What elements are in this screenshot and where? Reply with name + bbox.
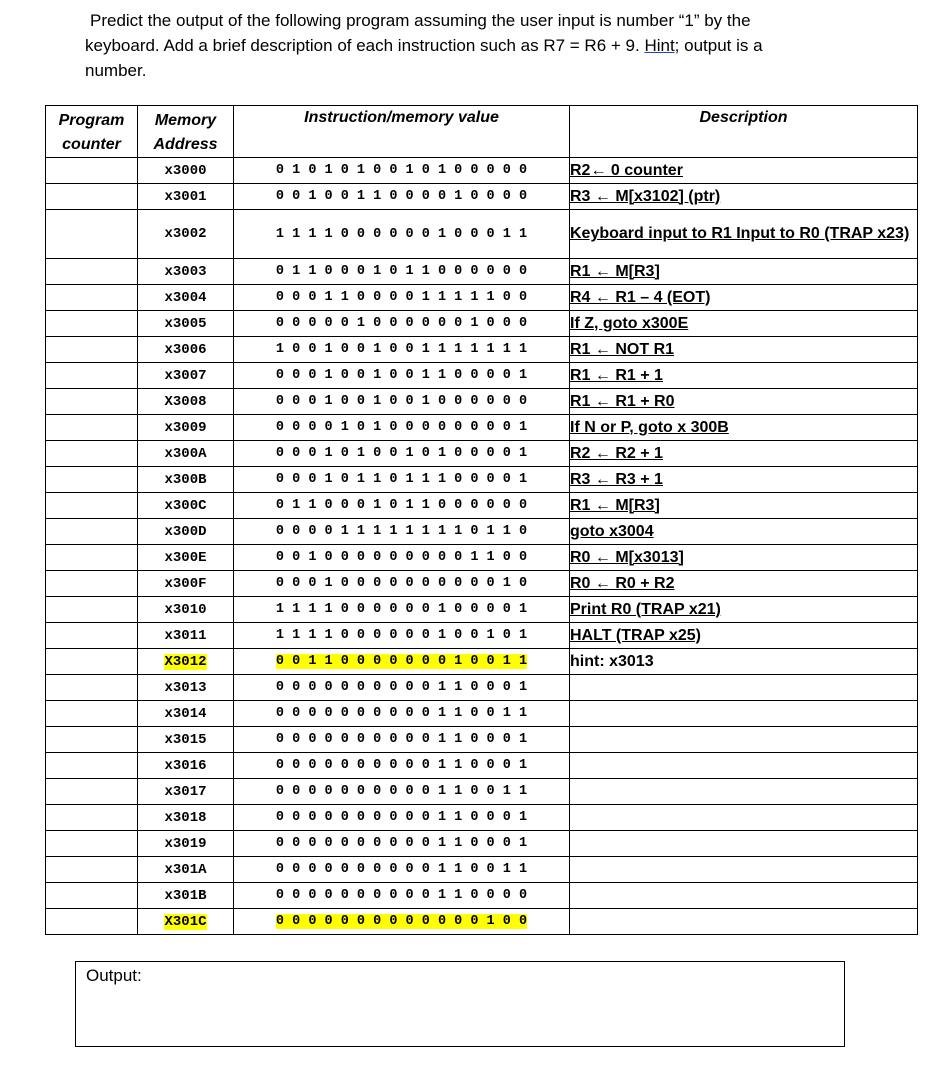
memory-address-cell: x3004	[138, 285, 234, 311]
memory-address-cell: x3018	[138, 805, 234, 831]
description-cell	[570, 883, 918, 909]
instruction-cell: 0 0 1 0 0 1 1 0 0 0 0 1 0 0 0 0	[234, 184, 570, 210]
table-row	[46, 545, 918, 571]
program-counter-cell	[46, 441, 138, 467]
memory-address-cell: x3009	[138, 415, 234, 441]
memory-address-cell: x300F	[138, 571, 234, 597]
table-row	[46, 805, 918, 831]
header-program-counter: Program counter	[46, 106, 138, 158]
program-counter-cell	[46, 389, 138, 415]
memory-address-cell: x300A	[138, 441, 234, 467]
description-cell: goto x3004	[570, 519, 918, 545]
program-counter-cell	[46, 363, 138, 389]
table-row	[46, 210, 918, 259]
description-cell: R1 ← R1 + 1	[570, 363, 918, 389]
program-counter-cell	[46, 649, 138, 675]
program-counter-cell	[46, 467, 138, 493]
description-cell: R3 ← R3 + 1	[570, 467, 918, 493]
description-cell	[570, 857, 918, 883]
description-cell: hint: x3013	[570, 649, 918, 675]
table-row	[46, 571, 918, 597]
table-row	[46, 184, 918, 210]
instruction-cell: 0 0 0 0 0 0 0 0 0 0 1 1 0 0 0 1	[234, 675, 570, 701]
program-counter-cell	[46, 493, 138, 519]
table-row	[46, 467, 918, 493]
program-counter-cell	[46, 675, 138, 701]
instruction-cell: 0 0 0 0 0 0 0 0 0 0 1 1 0 0 1 1	[234, 779, 570, 805]
memory-address-cell: x3014	[138, 701, 234, 727]
table-row	[46, 363, 918, 389]
instruction-cell: 0 0 1 0 0 0 0 0 0 0 0 0 1 1 0 0	[234, 545, 570, 571]
instruction-cell: 1 1 1 1 0 0 0 0 0 0 1 0 0 0 1 1	[234, 210, 570, 259]
program-counter-cell	[46, 753, 138, 779]
instruction-cell: 0 0 1 1 0 0 0 0 0 0 0 1 0 0 1 1	[234, 649, 570, 675]
question-line-3: number.	[85, 61, 147, 80]
program-counter-cell	[46, 701, 138, 727]
memory-address-cell: x300D	[138, 519, 234, 545]
description-cell: R3 ← M[x3102] (ptr)	[570, 184, 918, 210]
instruction-cell: 0 0 0 0 0 0 0 0 0 0 0 0 0 1 0 0	[234, 909, 570, 935]
program-counter-cell	[46, 158, 138, 184]
program-counter-cell	[46, 210, 138, 259]
program-counter-cell	[46, 259, 138, 285]
description-cell	[570, 805, 918, 831]
instruction-cell: 0 0 0 0 1 0 1 0 0 0 0 0 0 0 0 1	[234, 415, 570, 441]
table-row	[46, 311, 918, 337]
memory-address-cell: x3003	[138, 259, 234, 285]
header-description: Description	[570, 106, 918, 158]
program-counter-cell	[46, 597, 138, 623]
description-cell: R2← 0 counter	[570, 158, 918, 184]
memory-address-cell: x3010	[138, 597, 234, 623]
program-counter-cell	[46, 831, 138, 857]
instruction-cell: 0 1 1 0 0 0 1 0 1 1 0 0 0 0 0 0	[234, 493, 570, 519]
instruction-cell: 1 1 1 1 0 0 0 0 0 0 1 0 0 1 0 1	[234, 623, 570, 649]
memory-address-cell: X3012	[138, 649, 234, 675]
description-cell: If N or P, goto x 300B	[570, 415, 918, 441]
description-cell: R1 ← NOT R1	[570, 337, 918, 363]
instruction-cell: 0 0 0 0 0 0 0 0 0 0 1 1 0 0 0 0	[234, 883, 570, 909]
table-row	[46, 857, 918, 883]
table-row	[46, 883, 918, 909]
program-counter-cell	[46, 805, 138, 831]
header-memory-address: Memory Address	[138, 106, 234, 158]
question-line-2-start: keyboard. Add a brief description of each instruction such as R7 = R6 + 9.	[85, 36, 645, 55]
description-cell: R2 ← R2 + 1	[570, 441, 918, 467]
description-cell: R1 ← M[R3]	[570, 259, 918, 285]
memory-address-cell: x3015	[138, 727, 234, 753]
description-cell	[570, 727, 918, 753]
instruction-cell: 0 1 0 1 0 1 0 0 1 0 1 0 0 0 0 0	[234, 158, 570, 184]
instruction-cell: 0 0 0 0 1 1 1 1 1 1 1 1 0 1 1 0	[234, 519, 570, 545]
description-cell	[570, 701, 918, 727]
memory-address-cell: x3000	[138, 158, 234, 184]
memory-address-cell: x301A	[138, 857, 234, 883]
description-cell: If Z, goto x300E	[570, 311, 918, 337]
instruction-cell: 0 0 0 1 0 1 0 0 1 0 1 0 0 0 0 1	[234, 441, 570, 467]
instruction-cell: 0 0 0 0 0 1 0 0 0 0 0 0 1 0 0 0	[234, 311, 570, 337]
instruction-cell: 0 0 0 0 0 0 0 0 0 0 1 1 0 0 0 1	[234, 753, 570, 779]
program-table	[45, 105, 918, 935]
instruction-cell: 0 0 0 0 0 0 0 0 0 0 1 1 0 0 1 1	[234, 701, 570, 727]
memory-address-cell: x3019	[138, 831, 234, 857]
instruction-cell: 1 1 1 1 0 0 0 0 0 0 1 0 0 0 0 1	[234, 597, 570, 623]
description-cell	[570, 753, 918, 779]
program-counter-cell	[46, 727, 138, 753]
table-row	[46, 909, 918, 935]
program-counter-cell	[46, 337, 138, 363]
table-row	[46, 623, 918, 649]
program-counter-cell	[46, 857, 138, 883]
program-counter-cell	[46, 285, 138, 311]
instruction-cell: 0 0 0 1 0 0 1 0 0 1 0 0 0 0 0 0	[234, 389, 570, 415]
program-counter-cell	[46, 623, 138, 649]
description-cell	[570, 909, 918, 935]
description-cell: R1 ← R1 + R0	[570, 389, 918, 415]
table-row	[46, 493, 918, 519]
instruction-cell: 0 1 1 0 0 0 1 0 1 1 0 0 0 0 0 0	[234, 259, 570, 285]
memory-address-cell: x3007	[138, 363, 234, 389]
instruction-cell: 0 0 0 1 1 0 0 0 0 1 1 1 1 1 0 0	[234, 285, 570, 311]
program-counter-cell	[46, 545, 138, 571]
table-row	[46, 649, 918, 675]
table-row	[46, 519, 918, 545]
hint-word: Hint;	[644, 36, 680, 55]
table-row	[46, 831, 918, 857]
table-row	[46, 441, 918, 467]
memory-address-cell: x3016	[138, 753, 234, 779]
program-counter-cell	[46, 311, 138, 337]
table-row	[46, 675, 918, 701]
memory-address-cell: X3008	[138, 389, 234, 415]
program-counter-cell	[46, 415, 138, 441]
memory-address-cell: x3001	[138, 184, 234, 210]
table-row	[46, 701, 918, 727]
description-cell	[570, 831, 918, 857]
header-instruction: Instruction/memory value	[234, 106, 570, 158]
memory-address-cell: x3002	[138, 210, 234, 259]
description-cell: R0 ← R0 + R2	[570, 571, 918, 597]
program-counter-cell	[46, 779, 138, 805]
instruction-cell: 0 0 0 0 0 0 0 0 0 0 1 1 0 0 1 1	[234, 857, 570, 883]
instruction-cell: 0 0 0 0 0 0 0 0 0 0 1 1 0 0 0 1	[234, 727, 570, 753]
program-counter-cell	[46, 519, 138, 545]
table-row	[46, 259, 918, 285]
description-cell: R4 ← R1 – 4 (EOT)	[570, 285, 918, 311]
table-row	[46, 337, 918, 363]
table-row	[46, 597, 918, 623]
table-row	[46, 415, 918, 441]
memory-address-cell: x300C	[138, 493, 234, 519]
description-cell: HALT (TRAP x25)	[570, 623, 918, 649]
memory-address-cell: x301B	[138, 883, 234, 909]
description-cell: Keyboard input to R1 Input to R0 (TRAP x23)	[570, 210, 918, 259]
question-text	[85, 8, 855, 83]
memory-address-cell: x300E	[138, 545, 234, 571]
table-row	[46, 285, 918, 311]
memory-address-cell: x300B	[138, 467, 234, 493]
instruction-cell: 0 0 0 1 0 0 0 0 0 0 0 0 0 0 1 0	[234, 571, 570, 597]
output-label: Output:	[86, 966, 142, 985]
question-line-2	[85, 33, 855, 58]
program-counter-cell	[46, 909, 138, 935]
instruction-cell: 0 0 0 0 0 0 0 0 0 0 1 1 0 0 0 1	[234, 805, 570, 831]
description-cell: R1 ← M[R3]	[570, 493, 918, 519]
program-counter-cell	[46, 883, 138, 909]
memory-address-cell: x3005	[138, 311, 234, 337]
instruction-cell: 1 0 0 1 0 0 1 0 0 1 1 1 1 1 1 1	[234, 337, 570, 363]
description-cell: Print R0 (TRAP x21)	[570, 597, 918, 623]
memory-address-cell: x3006	[138, 337, 234, 363]
description-cell	[570, 675, 918, 701]
description-cell: R0 ← M[x3013]	[570, 545, 918, 571]
question-line-2-end: output is a	[679, 36, 763, 55]
memory-address-cell: X301C	[138, 909, 234, 935]
output-box[interactable]	[75, 961, 845, 1047]
table-row	[46, 779, 918, 805]
table-row	[46, 389, 918, 415]
table-row	[46, 753, 918, 779]
instruction-cell: 0 0 0 1 0 1 1 0 1 1 1 0 0 0 0 1	[234, 467, 570, 493]
question-line-1: Predict the output of the following program assuming the user input is number “1” by the	[90, 11, 751, 30]
memory-address-cell: x3011	[138, 623, 234, 649]
description-cell	[570, 779, 918, 805]
instruction-cell: 0 0 0 1 0 0 1 0 0 1 1 0 0 0 0 1	[234, 363, 570, 389]
table-row	[46, 727, 918, 753]
instruction-cell: 0 0 0 0 0 0 0 0 0 0 1 1 0 0 0 1	[234, 831, 570, 857]
table-row	[46, 158, 918, 184]
program-counter-cell	[46, 571, 138, 597]
memory-address-cell: x3017	[138, 779, 234, 805]
memory-address-cell: x3013	[138, 675, 234, 701]
program-counter-cell	[46, 184, 138, 210]
